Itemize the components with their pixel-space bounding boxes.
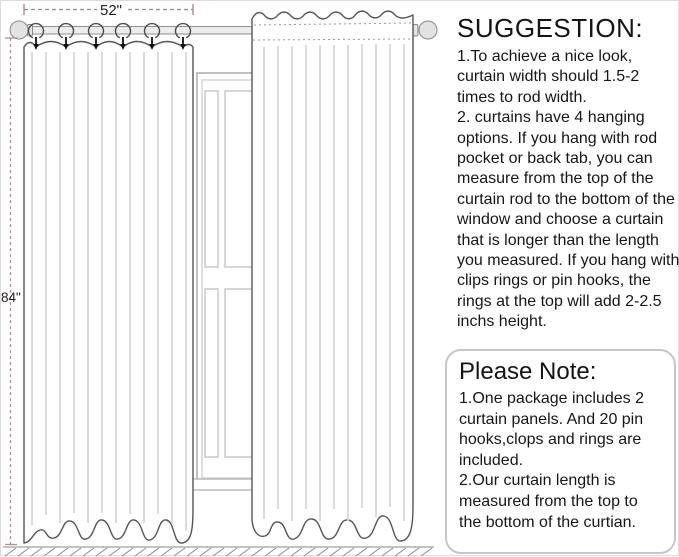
curtain-length-label: 84": [1, 290, 21, 305]
note-item-2: 2.Our curtain length is measured from the top to the bottom of the curtian.: [459, 472, 638, 531]
curtain-diagram: [1, 1, 456, 557]
suggestion-section: [457, 13, 679, 333]
rod-left-finial-ball: [10, 21, 28, 39]
suggestion-item-2: 2. curtains have 4 hanging options. If you hang with rod pocket or back tab, you can measure from the top of the curtain rod to the bottom of the window and choose a curtain that is longer than the length you measured. If you hang with clips rings or pin hooks, the rings at the top will add 2-2.5 inchs height.: [457, 109, 679, 331]
suggestion-item-1: 1.To achieve a nice look, curtain width should 1.5-2 times to rod width.: [457, 48, 640, 106]
right-curtain-panel: [252, 11, 413, 541]
please-note-box: [445, 349, 676, 554]
rod-right-finial: [413, 25, 418, 37]
note-item-1: 1.One package includes 2 curtain panels. And 20 pin hooks,clops and rings are included.: [459, 390, 645, 469]
dimension-width: [24, 2, 193, 19]
please-note-title: Please Note:: [459, 358, 597, 385]
suggestion-title: SUGGESTION:: [457, 13, 644, 43]
dimension-height: [1, 38, 21, 545]
rod-width-label: 52": [100, 2, 123, 19]
floor-hatching: [3, 547, 434, 556]
window-sill: [192, 479, 258, 490]
left-curtain-panel: [24, 42, 193, 544]
rod-right-finial-ball: [419, 21, 437, 39]
